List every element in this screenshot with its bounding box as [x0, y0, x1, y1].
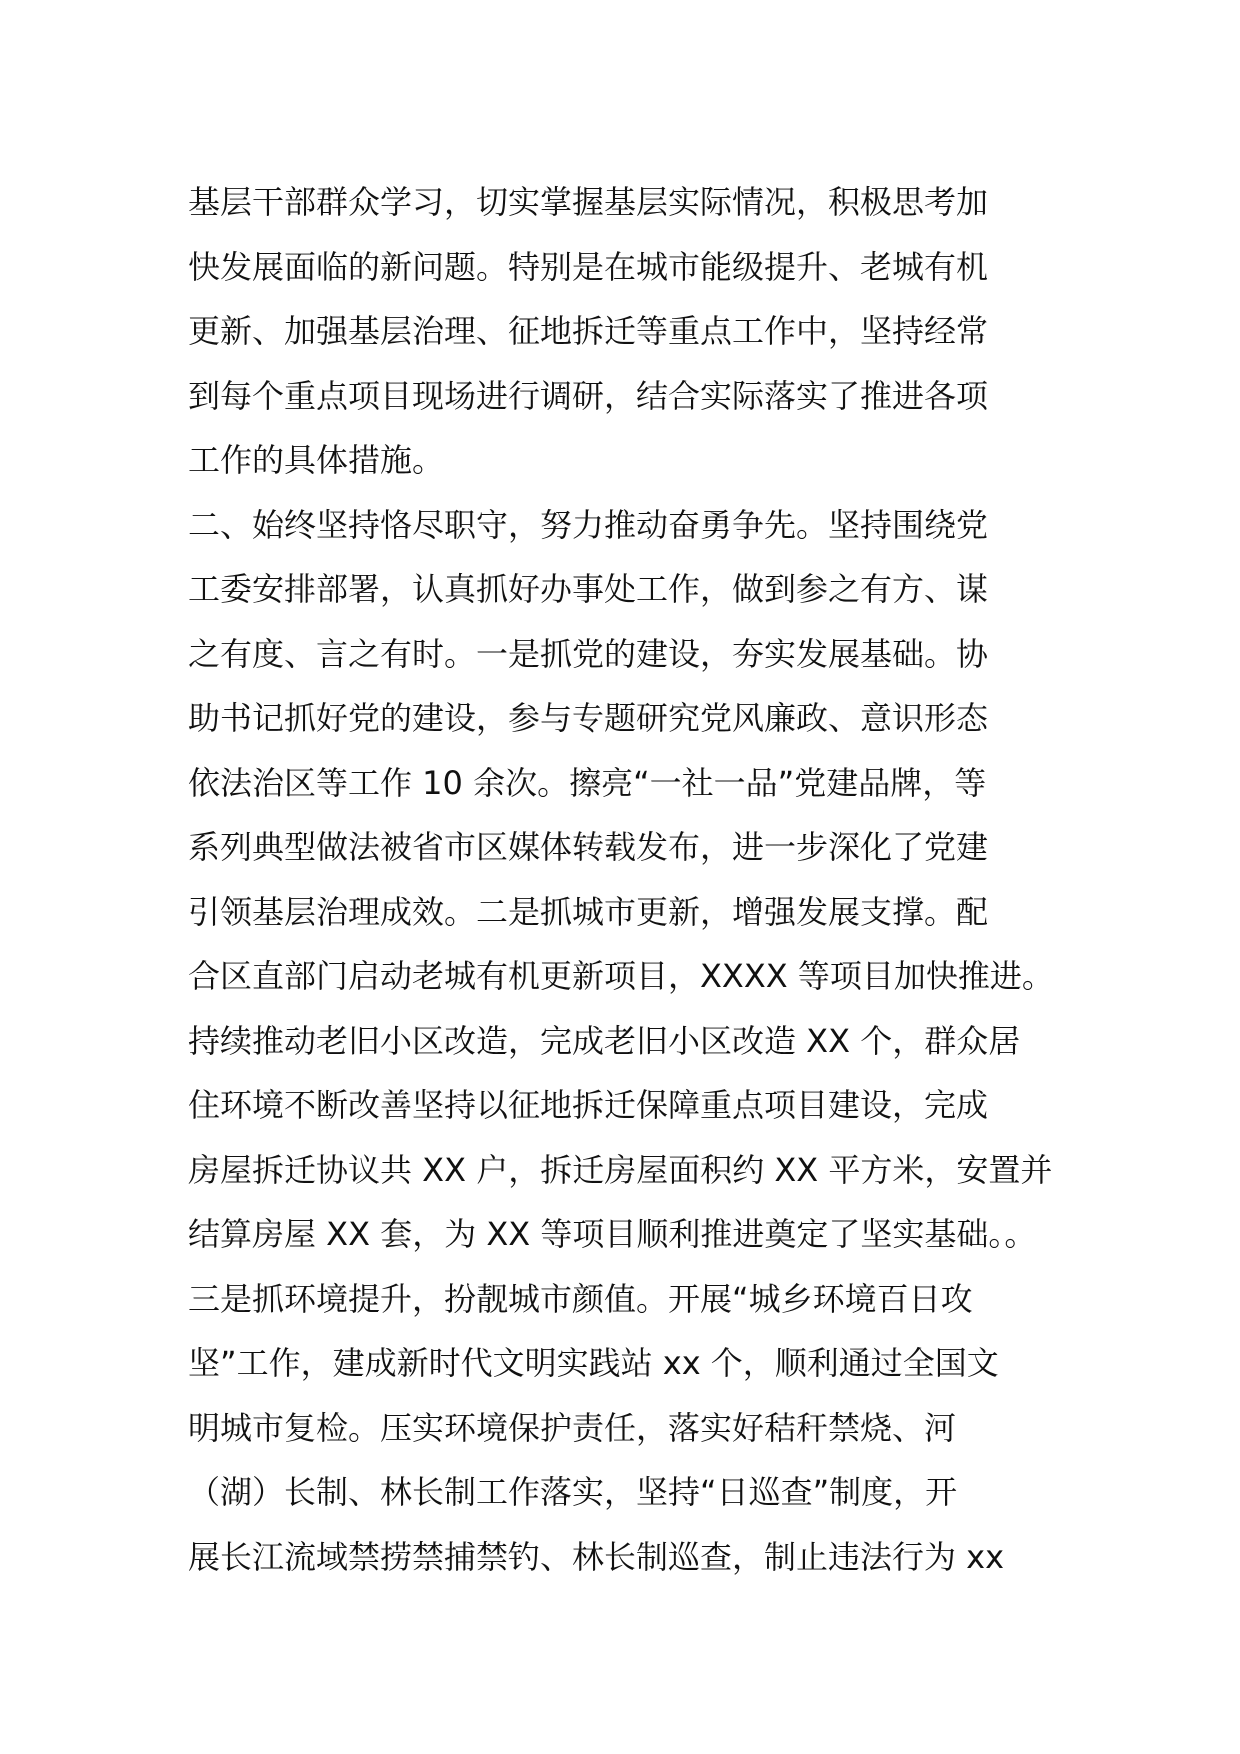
body-text [188, 170, 1068, 1589]
text-line: 三是抓环境提升，扮靓城市颜值。开展“城乡环境百日攻 [188, 1279, 973, 1318]
text-line: 展长江流域禁捞禁捕禁钓、林长制巡查，制止违法行为 xx [188, 1537, 1005, 1576]
text-line: 助书记抓好党的建设，参与专题研究党风廉政、意识形态 [188, 699, 989, 737]
text-line: 工委安排部署，认真抓好办事处工作，做到参之有方、谋 [188, 570, 989, 608]
text-line: 系列典型做法被省市区媒体转载发布，进一步深化了党建 [188, 828, 989, 866]
text-line: 合区直部门启动老城有机更新项目，XXXX 等项目加快推进。 [188, 957, 1054, 995]
text-line: 坚”工作，建成新时代文明实践站 xx 个，顺利通过全国文 [188, 1344, 999, 1382]
text-line: 工作的具体措施。 [188, 441, 445, 479]
text-line: 结算房屋 XX 套，为 XX 等项目顺利推进奠定了坚实基础。。 [188, 1215, 1037, 1253]
text-line: （湖）长制、林长制工作落实，坚持“日巡查”制度，开 [188, 1473, 958, 1511]
text-line: 基层干部群众学习，切实掌握基层实际情况，积极思考加 [188, 183, 989, 221]
text-line: 到每个重点项目现场进行调研，结合实际落实了推进各项 [188, 376, 989, 415]
text-line: 快发展面临的新问题。特别是在城市能级提升、老城有机 [188, 247, 989, 286]
text-line: 明城市复检。压实环境保护责任，落实好秸秆禁烧、河 [188, 1408, 957, 1447]
text-line: 持续推动老旧小区改造，完成老旧小区改造 XX 个，群众居 [188, 1021, 1021, 1060]
text-line: 住环境不断改善坚持以征地拆迁保障重点项目建设，完成 [188, 1086, 989, 1124]
text-line: 更新、加强基层治理、征地拆迁等重点工作中，坚持经常 [188, 312, 989, 350]
section-heading-line: 二、始终坚持恪尽职守，努力推动奋勇争先。坚持围绕党 [188, 505, 989, 544]
text-line: 房屋拆迁协议共 XX 户，拆迁房屋面积约 XX 平方米，安置并 [188, 1150, 1053, 1189]
text-line: 引领基层治理成效。二是抓城市更新，增强发展支撑。配 [188, 892, 989, 931]
text-line: 之有度、言之有时。一是抓党的建设，夯实发展基础。协 [188, 634, 989, 673]
text-line: 依法治区等工作 10 余次。擦亮“一社一品”党建品牌，等 [188, 763, 987, 802]
